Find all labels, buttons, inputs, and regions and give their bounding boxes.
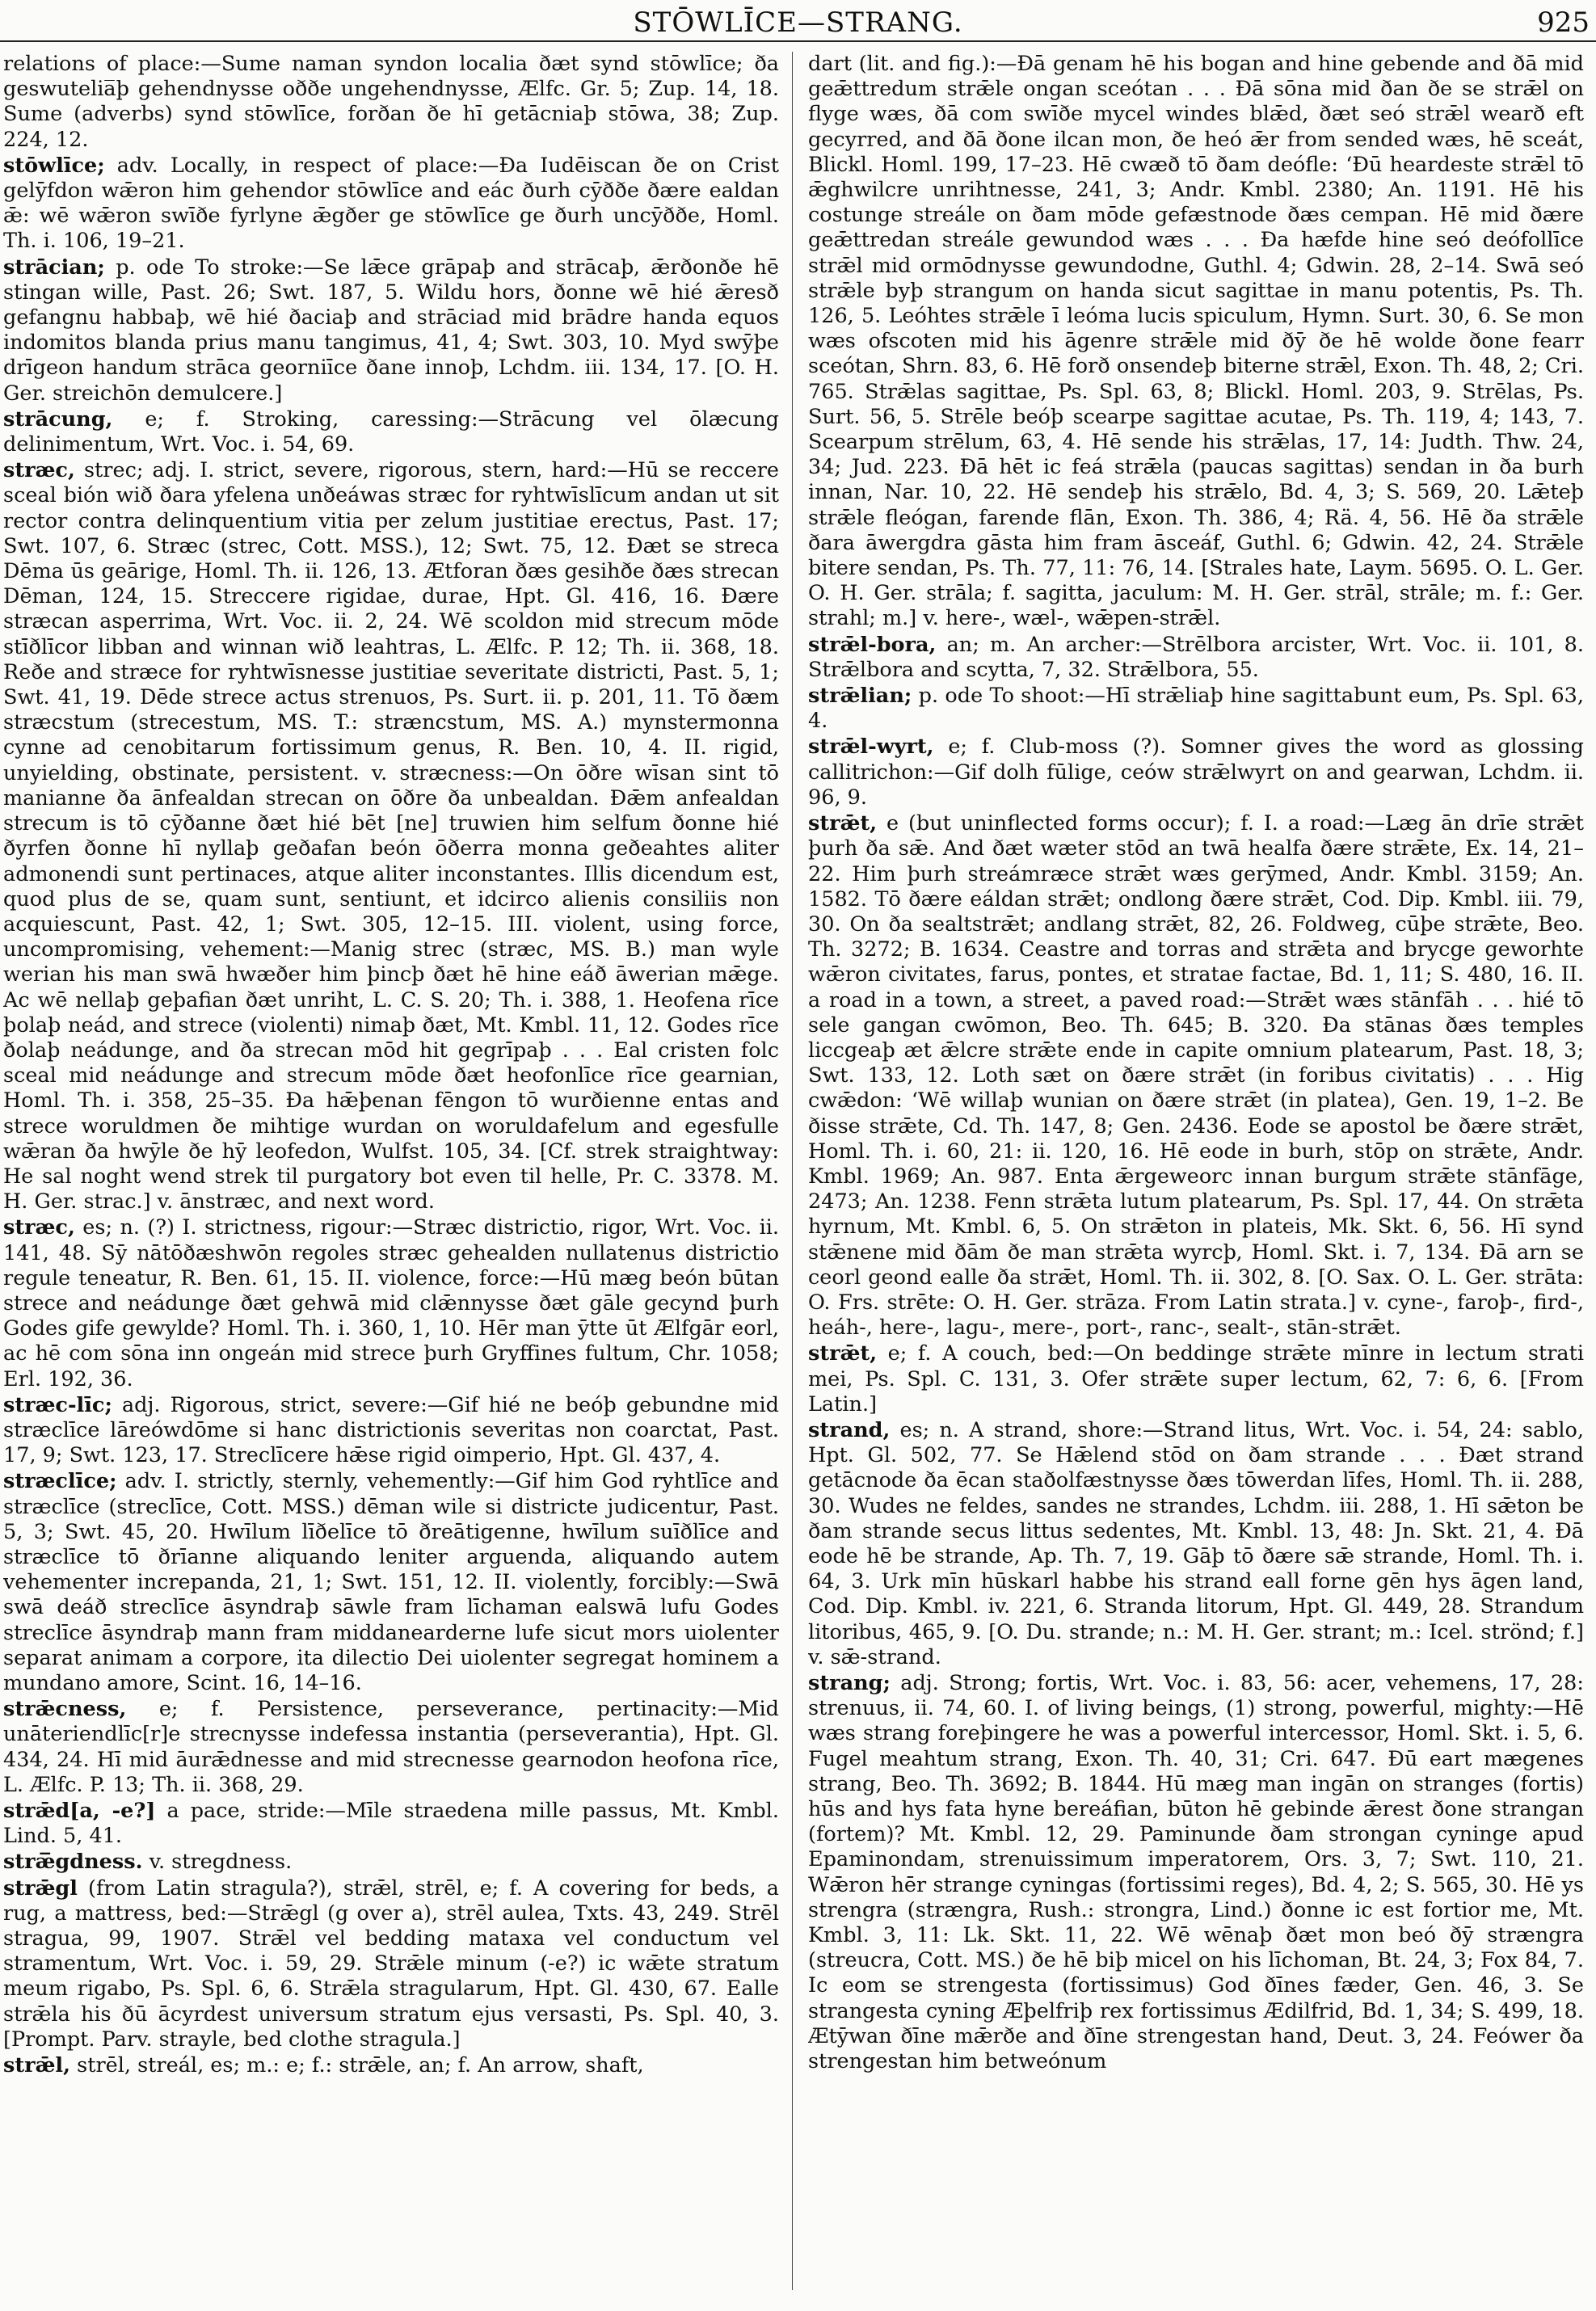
left-column bbox=[3, 52, 779, 2298]
entry-text: p. ode To stroke:—Se lǣce grāpaþ and strācaþ, ǣrðonðe hē stingan wille, Past. 26; Swt. 187, 5. Wildu hors, ðonne wē hié ǣresð gefangnu habbaþ, wē hié ðaciaþ and strāciad mid brādre handa equos indomitos blanda prius manu tangimus, 41, 4; Swt. 303, 10. Myd swȳþe drīgeon handum strāca georniīce ðane innoþ, Lchdm. iii. 134, 17. [O. H. Ger. streichōn demulcere.] bbox=[3, 255, 779, 406]
dictionary-entry bbox=[3, 1469, 779, 1696]
dictionary-entry bbox=[808, 735, 1584, 810]
page-number: 925 bbox=[1537, 6, 1590, 39]
entry-headword: stræ̅gdness. bbox=[3, 1850, 143, 1875]
entry-text: es; n. A strand, shore:—Strand litus, Wrt. Voc. i. 54, 24: sablo, Hpt. Gl. 502, 77. Se Hǣlend stōd on ðam strande . . . Ðæt strand getācnode ða ēcan staðolfæstnysse ðæs tōwerdan līfes, Homl. Th. ii. 288, 30. Wudes ne feldes, sandes ne strandes, Lchdm. iii. 288, 1. Hī sǣton be ðam strande secus littus sedentes, Mt. Kmbl. 13, 48: Jn. Skt. 21, 4. Ðā eode hē be strande, Ap. Th. 7, 19. Gāþ tō ðære sǣ strande, Homl. Th. i. 64, 3. Urk mīn hūskarl habbe his strand eall forne gēn hys āgen land, Cod. Dip. Kmbl. iv. 221, 6. Stranda litorum, Hpt. Gl. 449, 28. Strandum litoribus, 465, 9. [O. Du. strande; n.: M. H. Ger. strant; m.: Icel. strönd; f.] v. sǣ-strand. bbox=[808, 1417, 1584, 1669]
right-column bbox=[808, 52, 1584, 2298]
entry-text: v. stregdness. bbox=[149, 1850, 293, 1875]
entry-text: adj. Strong; fortis, Wrt. Voc. i. 83, 56: acer, vehemens, 17, 28: strenuus, ii. 74, 60. I. of living beings, (1) strong, powerful, mighty:—Hē wæs strang foreþingere he was a powerful intercessor, Homl. Skt. i. 5, 6. Fugel meahtum strang, Exon. Th. 40, 31; Cri. 647. Ðū eart mægenes strang, Beo. Th. 3692; B. 1844. Hū mæg man ingān on stranges (fortis) hūs and hys fata hyne bereáfian, būton hē gebinde ǣrest ðone strangan (fortem)? Mt. Kmbl. 12, 29. Paminunde ðam strongan cyninge apud Epaminondam, strenuissimum imperatorem, Ors. 3, 7; Swt. 110, 21. Wǣron hēr strange cyningas (fortissimi reges), Bd. 4, 2; S. 565, 30. Hē ys strengra (strængra, Rush.: strongra, Lind.) ðonne ic est fortior me, Mt. Kmbl. 3, 11: Lk. Skt. 11, 22. Wē wēnaþ ðæt mon beó ðȳ strængra (streucra, Cott. MS.) ðe hē biþ micel on his līchoman, Bt. 24, 3; Fox 84, 7. Ic eom se strengesta (fortissimus) God ðīnes fæder, Gen. 46, 3. Se strangesta cyning Æþelfriþ rex fortissimus Ædilfrid, Bd. 1, 34; S. 499, 18. Ætȳwan ðīne mǣrðe and ðīne strengestan hand, Deut. 3, 24. Feówer ða strengestan him betweónum bbox=[808, 1671, 1584, 2074]
dictionary-entry bbox=[808, 1418, 1584, 1670]
entry-text: e (but uninflected forms occur); f. I. a road:—Læg ān drīe strǣt þurh ða sǣ. And ðæt wæter stōd an twā healfa ðære strǣte, Ex. 14, 21–22. Him þurh streámræce strǣt wæs gerȳmed, Andr. Kmbl. 3159; An. 1582. Tō ðære eáldan strǣt; ondlong ðære strǣt, Cod. Dip. Kmbl. iii. 79, 30. On ða sealtstrǣt; andlang strǣt, 82, 26. Foldweg, cūþe strǣte, Beo. Th. 3272; B. 1634. Ceastre and torras and strǣta and brycge geworhte wǣron civitates, farus, pontes, et stratae factae, Bd. 1, 11; S. 480, 16. II. a road in a town, a street, a paved road:—Strǣt wæs stānfāh . . . hié tō sele gangan cwōmon, Beo. Th. 645; B. 320. Ða stānas ðæs temples liccgeaþ æt ǣlcre strǣte ende in capite omnium platearum, Past. 18, 3; Swt. 133, 12. Loth sæt on ðære strǣt (in foribus civitatis) . . . Hig cwǣdon: ‘Wē willaþ wunian on ðære strǣt (in platea), Gen. 19, 1–2. Be ðisse strǣte, Cd. Th. 147, 8; Gen. 2436. Eode se apostol be ðære strǣt, Homl. Th. i. 60, 21: ii. 120, 16. Hē eode in burh, stōp on strǣte, Andr. Kmbl. 1969; An. 987. Enta ǣrgeweorc innan burgum strǣte stānfāge, 2473; An. 1238. Fenn strǣta lutum platearum, Ps. Spl. 17, 44. On strǣta hyrnum, Mt. Kmbl. 6, 5. On strǣton in plateis, Mk. Skt. 6, 56. Hī synd stǣnene mid ðām ðe man strǣta wyrcþ, Homl. Skt. i. 7, 134. Ðā arn se ceorl geond ealle ða strǣt, Homl. Th. ii. 302, 8. [O. Sax. O. L. Ger. strāta: O. Frs. strēte: O. H. Ger. strāza. From Latin strata.] v. cyne-, faroþ-, fird-, heáh-, here-, lagu-, mere-, port-, ranc-, sealt-, stān-strǣt. bbox=[808, 811, 1584, 1341]
entry-text: e; f. Stroking, caressing:—Strācung vel ōlæcung delinimentum, Wrt. Voc. i. 54, 69. bbox=[3, 406, 779, 457]
entry-headword: strǣgl bbox=[3, 1875, 78, 1901]
entry-text: an; m. An archer:—Strēlbora arcister, Wrt. Voc. ii. 101, 8. Strǣlbora and scytta, 7, 32. Strǣlbora, 55. bbox=[808, 632, 1584, 682]
dictionary-entry bbox=[3, 407, 779, 457]
entry-text: e; f. Club-moss (?). Somner gives the word as glossing callitrichon:—Gif dolh fūlige, ceów strǣlwyrt on and gearwan, Lchdm. ii. 96, 9. bbox=[808, 735, 1584, 810]
page-header bbox=[0, 6, 1596, 39]
dictionary-entry bbox=[3, 1799, 779, 1849]
dictionary-entry bbox=[3, 52, 779, 153]
dictionary-entry bbox=[3, 1393, 779, 1469]
entry-headword: strǣt, bbox=[808, 1341, 878, 1366]
running-title: STŌWLĪCE—STRANG. bbox=[633, 6, 963, 39]
entry-headword: stræc-līc; bbox=[3, 1392, 112, 1417]
dictionary-entry bbox=[3, 1215, 779, 1391]
dictionary-entry bbox=[808, 1671, 1584, 2074]
entry-text: dart (lit. and fig.):—Ðā genam hē his bogan and hine gebende and ðā mid geǣttredum strǣle ongan sceótan . . . Ðā sōna mid ðan ðe se strǣl on flyge wæs, ðā com swīðe mycel windes blǣd, ðæt seó strǣl wearð eft gecyrred, and ðā ðone ilcan mon, ðe heó ǣr from sended wæs, hē sceát, Blickl. Homl. 199, 17–23. Hē cwæð tō ðam deófle: ‘Ðū heardeste strǣl tō ǣghwilcre unrihtnesse, 241, 3; Andr. Kmbl. 2380; An. 1191. Hē his costunge streále on ðam mōde gefæstnode ðæs cempan. Hē mid ðære geǣttredan streále gewundod wæs . . . Ða hæfde hine seó deófollīce strǣl mid ormōdnysse gewundodne, Guthl. 4; Gdwin. 28, 2–14. Swā seó strǣle byþ strangum on handa sicut sagittae in manu potentis, Ps. Th. 126, 5. Leóhtes strǣle ī leóma lucis spiculum, Hymn. Surt. 30, 6. Se mon wæs ofscoten mid his āgenre strǣle mid ðȳ ðe hē wolde ðone fearr sceótan, Shrn. 83, 6. Hē forð onsendeþ biterne strǣl, Exon. Th. 48, 2; Cri. 765. Strǣlas sagittae, Ps. Spl. 63, 8; Blickl. Homl. 203, 9. Strēlas, Ps. Surt. 56, 5. Strēle beóþ scearpe sagittae acutae, Ps. Th. 119, 4; 143, 7. Scearpum strēlum, 63, 4. Hē sende his strǣlas, 17, 14: Judth. Thw. 24, 34; Jud. 223. Ðā hēt ic feá strǣla (paucas sagittas) sendan in ða burh innan, Nar. 10, 22. Hē sendeþ his strǣlo, Bd. 4, 3; S. 569, 20. Lǣteþ strǣle fleógan, farende flān, Exon. Th. 386, 4; Rä. 4, 56. Hē ða strǣle ðara āwergdra gāsta him fram āsceáf, Guthl. 6; Gdwin. 42, 24. Strǣle bitere sendan, Ps. Th. 77, 11: 76, 14. [Strales hate, Laym. 5695. O. L. Ger. O. H. Ger. strāla; f. sagitta, jaculum: M. H. Ger. strāl, strāle; m. f.: Ger. strahl; m.] v. here-, wæl-, wǣpen-strǣl. bbox=[808, 52, 1584, 631]
header-rule bbox=[0, 40, 1596, 42]
entry-headword: strǣl, bbox=[3, 2053, 70, 2078]
dictionary-entry bbox=[3, 458, 779, 1214]
dictionary-entry bbox=[3, 1697, 779, 1798]
dictionary-entry bbox=[808, 633, 1584, 683]
entry-headword: strǣlian; bbox=[808, 684, 912, 709]
entry-text: es; n. (?) I. strictness, rigour:—Stræc districtio, rigor, Wrt. Voc. ii. 141, 48. Sȳ nātōðæshwōn regoles stræc gehealden nullatenus districtio regule teneatur, R. Ben. 61, 15. II. violence, force:—Hū mæg beón būtan strece and neádunge ðæt gehwā mid clǣnnysse ðæt gāle gecynd þurh Godes gife gewylde? Homl. Th. i. 360, 1, 10. Hēr man ȳtte ūt Ælfgār eorl, ac hē com sōna inn ongeán mid strece þurh Gryffines fultum, Chr. 1058; Erl. 192, 36. bbox=[3, 1215, 779, 1391]
entry-headword: strǣt, bbox=[808, 811, 878, 836]
entry-text: (from Latin stragula?), strǣl, strēl, e; f. A covering for beds, a rug, a mattress, bed:—Strǣgl (g over a), strēl aulea, Txts. 43, 249. Strēl stragua, 99, 1907. Strǣl vel bedding mataxa vel conductum vel stramentum, Wrt. Voc. i. 59, 29. Strǣle minum (-e?) ic wǣte stratum meum rigabo, Ps. Spl. 6, 6. Strǣla stragularum, Hpt. Gl. 430, 67. Ealle strǣla his ðū ācyrdest universum stratum ejus versasti, Ps. Spl. 40, 3. [Prompt. Parv. strayle, bed clothe stragula.] bbox=[3, 1875, 779, 2052]
dictionary-entry bbox=[3, 2053, 779, 2078]
entry-headword: strand, bbox=[808, 1417, 891, 1442]
entry-headword: strācian; bbox=[3, 255, 105, 280]
entry-headword: strǣl-bora, bbox=[808, 632, 937, 657]
entry-text: a pace, stride:—Mīle straedena mille passus, Mt. Kmbl. Lind. 5, 41. bbox=[3, 1799, 779, 1849]
entry-text: e; f. Persistence, perseverance, pertinacity:—Mid unāteriendlīc[r]e strecnysse indefessa instantia (perseverantia), Hpt. Gl. 434, 24. Hī mid āurǣdnesse and mid strecnesse gearnodon heofona rīce, L. Ælfc. P. 13; Th. ii. 368, 29. bbox=[3, 1697, 779, 1797]
entry-text: strec; adj. I. strict, severe, rigorous, stern, hard:—Hū se reccere sceal bión wið ðara yfelena unðeáwas stræc for ryhtwīslīcum andan ut sit rector contra delinquentium vitia per zelum justitiae erectus, Past. 17; Swt. 107, 6. Stræc (strec, Cott. MSS.), 12; Swt. 75, 12. Ðæt se streca Dēma ūs geārige, Homl. Th. ii. 126, 13. Ætforan ðæs gesihðe ðæs strecan Dēman, 124, 15. Streccere rigidae, durae, Hpt. Gl. 416, 16. Ðære stræcan asperrima, Wrt. Voc. ii. 2, 24. Wē scoldon mid strecum mōde stīðlīcor libban and winnan wið leahtras, L. Ælfc. P. 12; Th. ii. 368, 18. Reðe and stræce for ryhtwīsnesse justitiae severitate districti, Past. 5, 1; Swt. 41, 19. Dēde strece actus strenuos, Ps. Surt. ii. p. 201, 11. Tō ðæm stræcstum (strecestum, MS. T.: stræncstum, MS. A.) mynstermonna cynne ad cenobitarum fortissimum genus, R. Ben. 10, 4. II. rigid, unyielding, obstinate, persistent. v. stræcness:—On ōðre wīsan sint tō manianne ða ānfealdan strecan on ōðre ða unbealdan. Ðǣm anfealdan strecum is tō cȳðanne ðæt hié bēt [ne] truwien him selfum ðonne hié ðyrfen ðonne hī nyllaþ geðafan beón ōðerra monna geðeahtes aliter admonendi sunt pertinaces, atque aliter inconstantes. Illis dicendum est, quod plus de se, quam sunt, sentiunt, et idcirco alienis consiliis non acquiescunt, Past. 42, 1; Swt. 305, 12–15. III. violent, using force, uncompromising, vehement:—Manig strec (stræc, MS. B.) man wyle werian his man swā hwæðer him þincþ ðæt hē hine eáð āwerian mǣge. Ac wē nellaþ geþafian ðæt unriht, L. C. S. 20; Th. i. 388, 1. Heofena rīce þolaþ neád, and strece (violenti) nimaþ ðæt, Mt. Kmbl. 11, 12. Godes rīce ðolaþ neádunge, and ða strecan mōd hit gegrīpaþ . . . Eal cristen folc sceal mid neádunge and strecum mōde ðæt heofonlīce rīce gearnian, Homl. Th. i. 358, 25–35. Ða hǣþenan fēngon tō wurðienne entas and strece woruldmen ðe mihtige wurdan on woruldafelum and egesfulle wǣran ða hwȳle ðe hȳ leofedon, Wulfst. 105, 34. [Cf. strek straightway: He sal noght wend strek til purgatory bot even til helle, Pr. C. 3378. M. H. Ger. strac.] v. ānstræc, and next word. bbox=[3, 458, 779, 1214]
entry-text: relations of place:—Sume naman syndon localia ðæt synd stōwlīce; ða geswutelia̅þ gehendnysse oððe ungehendnysse, Ælfc. Gr. 5; Zup. 14, 18. Sume (adverbs) synd stōwlīce, forðan ðe hī getācniaþ stōwa, 38; Zup. 224, 12. bbox=[3, 52, 779, 152]
dictionary-entry bbox=[3, 154, 779, 255]
entry-text: strēl, streál, es; m.: e; f.: strǣle, an; f. An arrow, shaft, bbox=[77, 2053, 644, 2078]
entry-text: adv. I. strictly, sternly, vehemently:—Gif him God ryhtlīce and stræclīce (streclīce, Cott. MSS.) dēman wile si districte judicentur, Past. 5, 3; Swt. 45, 20. Hwīlum līðelīce tō ðreātigenne, hwīlum suīðlīce and stræclīce tō ðrīanne aliquando leniter arguenda, aliquando autem vehementer increpanda, 21, 1; Swt. 151, 12. II. violently, forcibly:—Swā swā deáð streclīce āsyndraþ sāwle fram līchaman ealswā lufu Godes streclīce āsyndraþ mann fram middanearderne lufe sicut mors uiolenter separat animam a corpore, ita dilectio Dei uiolenter segregat hominem a mundano amore, Scint. 16, 14–16. bbox=[3, 1469, 779, 1695]
entry-headword: stræc, bbox=[3, 1215, 75, 1240]
entry-text: adj. Rigorous, strict, severe:—Gif hié ne beóþ gebundne mid stræclīce lāreówdōme si hanc districtionis severitas non coarctat, Past. 17, 9; Swt. 123, 17. Streclīcere hǣse rigid oimperio, Hpt. Gl. 437, 4. bbox=[3, 1392, 779, 1468]
entry-text: adv. Locally, in respect of place:—Ða Iudēiscan ðe on Crist gelȳfdon wǣron him gehendor stōwlīce and eác ðurh cȳððe ðære ealdan ǣ: wē wǣron swīðe fyrlyne ǣgðer ge stōwlīce ge ðurh uncȳððe, Homl. Th. i. 106, 19–21. bbox=[3, 153, 779, 254]
dictionary-entry bbox=[808, 811, 1584, 1341]
column-divider bbox=[792, 52, 793, 2290]
entry-headword: stōwlīce; bbox=[3, 153, 105, 178]
dictionary-entry bbox=[808, 1341, 1584, 1417]
dictionary-entry bbox=[808, 684, 1584, 734]
entry-headword: strǣcness, bbox=[3, 1697, 127, 1722]
dictionary-entry bbox=[808, 52, 1584, 632]
entry-text: p. ode To shoot:—Hī strǣliaþ hine sagittabunt eum, Ps. Spl. 63, 4. bbox=[808, 684, 1584, 734]
entry-headword: strǣd[a, -e?] bbox=[3, 1799, 156, 1824]
entry-text: e; f. A couch, bed:—On beddinge strǣte mīnre in lectum strati mei, Ps. Spl. C. 131, 3. Ofer strǣte super lectum, 62, 7: 6, 6. [From Latin.] bbox=[808, 1341, 1584, 1416]
entry-headword: stræc, bbox=[3, 458, 75, 483]
entry-headword: strǣl-wyrt, bbox=[808, 735, 934, 760]
entry-headword: strācung, bbox=[3, 406, 113, 431]
dictionary-entry bbox=[3, 1850, 779, 1875]
entry-headword: strang; bbox=[808, 1671, 891, 1695]
entry-headword: stræclīce; bbox=[3, 1469, 117, 1494]
dictionary-entry bbox=[3, 1876, 779, 2052]
dictionary-entry bbox=[3, 255, 779, 406]
